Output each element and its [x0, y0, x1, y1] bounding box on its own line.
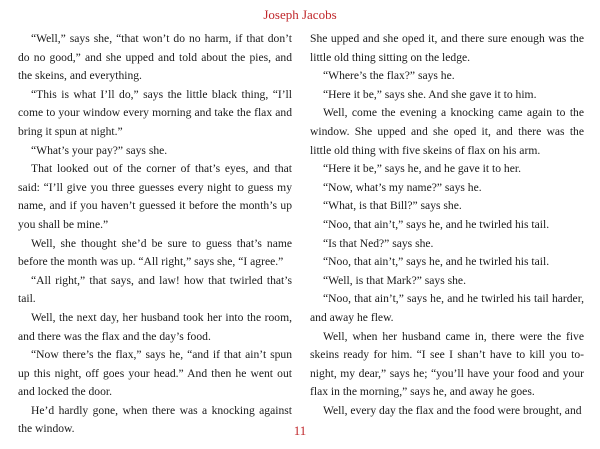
paragraph: “What’s your pay?” says she.	[31, 143, 168, 157]
paragraph: “Here it be,” says he, and he gave it to her.	[323, 162, 521, 176]
right-column	[310, 30, 584, 420]
paragraph: “What, is that Bill?” says she.	[323, 199, 462, 213]
paragraph: “Is that Ned?” says she.	[323, 236, 434, 250]
running-head: Joseph Jacobs	[263, 7, 337, 22]
paragraph: “Noo, that ain’t,” says he, and he twirled his tail.	[323, 255, 550, 269]
paragraph: “Here it be,” says she. And she gave it to him.	[323, 87, 537, 101]
paragraph: Well, when her husband came in, there were the five skeins ready for him. “I see I shan’t have to kill you to-night, my dear,” says he; “you’ll have your food and your flax in the morning,” says he, and away he goes.	[310, 329, 584, 399]
paragraph: “Noo, that ain’t,” says he, and he twirled his tail harder, and away he flew.	[310, 292, 584, 324]
paragraph: “Well,” says she, “that won’t do no harm, if that don’t do no good,” and she upped and told about the pies, and the skeins, and everything.	[18, 32, 292, 83]
continued-paragraph: She upped and she oped it, and there sure enough was the little old thing sitting on the ledge.	[310, 32, 584, 64]
paragraph: He’d hardly gone, when there was a knocking against the window.	[18, 403, 292, 436]
paragraph: “Well, is that Mark?” says she.	[323, 273, 466, 287]
paragraph: “Now, what’s my name?” says he.	[323, 180, 482, 194]
paragraph: Well, she thought she’d be sure to guess that’s name before the month was up. “All right,” says she, “I agree.”	[18, 236, 292, 269]
paragraph: Well, come the evening a knocking came again to the window. She upped and she oped it, and there was the little old thing with five skeins of flax on his arm.	[310, 106, 584, 157]
paragraph: Well, every day the flax and the food were brought, and	[323, 403, 582, 417]
paragraph: “This is what I’ll do,” says the little black thing, “I’ll come to your window every morning and take the flax and bring it spun at night.”	[18, 87, 292, 138]
page-number: 11	[293, 423, 307, 438]
paragraph: That looked out of the corner of that’s eyes, and that said: “I’ll give you three guesses every night to guess my name, and if you haven’t guessed it before the month’s up you shall be mine.”	[18, 162, 292, 231]
paragraph: Well, the next day, her husband took her into the room, and there was the flax and the day’s food.	[18, 310, 292, 343]
paragraph: “Now there’s the flax,” says he, “and if that ain’t spun up this night, off goes your head.” And then he went out and locked the door.	[18, 348, 292, 399]
paragraph: “Where’s the flax?” says he.	[323, 69, 455, 83]
paragraph: “Noo, that ain’t,” says he, and he twirled his tail.	[323, 217, 550, 231]
paragraph: “All right,” that says, and law! how that twirled that’s tail.	[18, 273, 292, 306]
left-column	[18, 30, 292, 439]
